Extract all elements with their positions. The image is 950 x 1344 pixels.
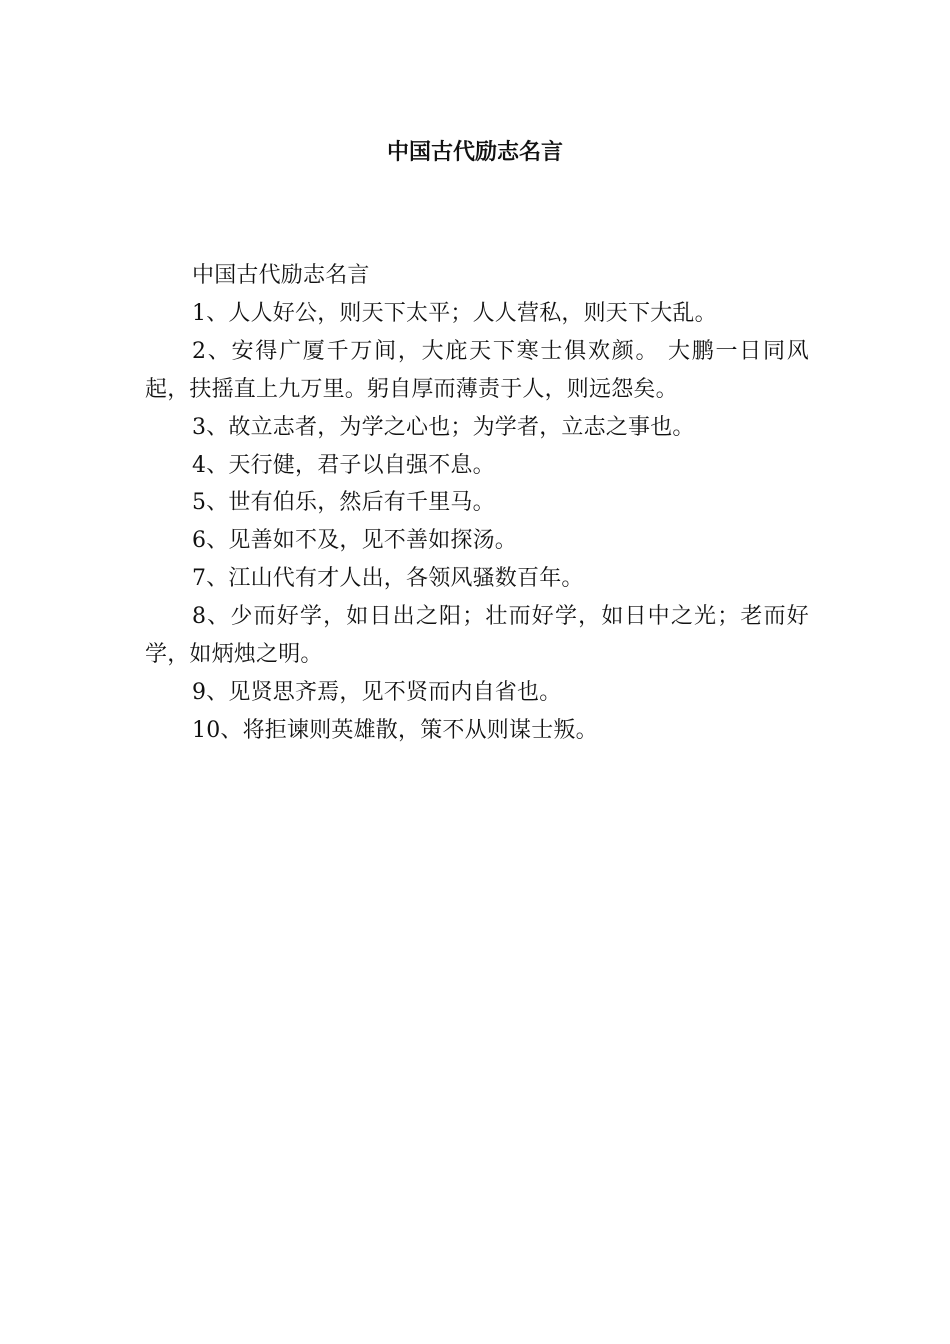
paragraph-quote-10: 10、将拒谏则英雄散，策不从则谋士叛。 bbox=[192, 717, 598, 743]
paragraph-quote-6: 6、见善如不及，见不善如探汤。 bbox=[192, 528, 517, 554]
paragraph-quote-1: 1、人人好公，则天下太平；人人营私，则天下大乱。 bbox=[192, 300, 717, 326]
paragraph-quote-3: 3、故立志者，为学之心也；为学者，立志之事也。 bbox=[192, 414, 695, 440]
paragraph-quote-9: 9、见贤思齐焉，见不贤而内自省也。 bbox=[192, 679, 562, 705]
paragraph-quote-7: 7、江山代有才人出，各领风骚数百年。 bbox=[192, 566, 584, 592]
paragraph-quote-2: 2、安得广厦千万间，大庇天下寒士俱欢颜。 大鹏一日同风起，扶摇直上九万里。躬自厚而薄责于人，则远怨矣。 bbox=[145, 338, 809, 402]
paragraph-quote-4: 4、天行健，君子以自强不息。 bbox=[192, 452, 495, 478]
paragraph-heading: 中国古代励志名言 bbox=[192, 263, 370, 288]
paragraph-quote-5: 5、世有伯乐，然后有千里马。 bbox=[192, 490, 495, 516]
document-title: 中国古代励志名言 bbox=[386, 139, 563, 165]
document-body bbox=[145, 257, 809, 750]
paragraph-quote-8: 8、少而好学，如日出之阳；壮而好学，如日中之光；老而好学，如炳烛之明。 bbox=[145, 604, 809, 668]
